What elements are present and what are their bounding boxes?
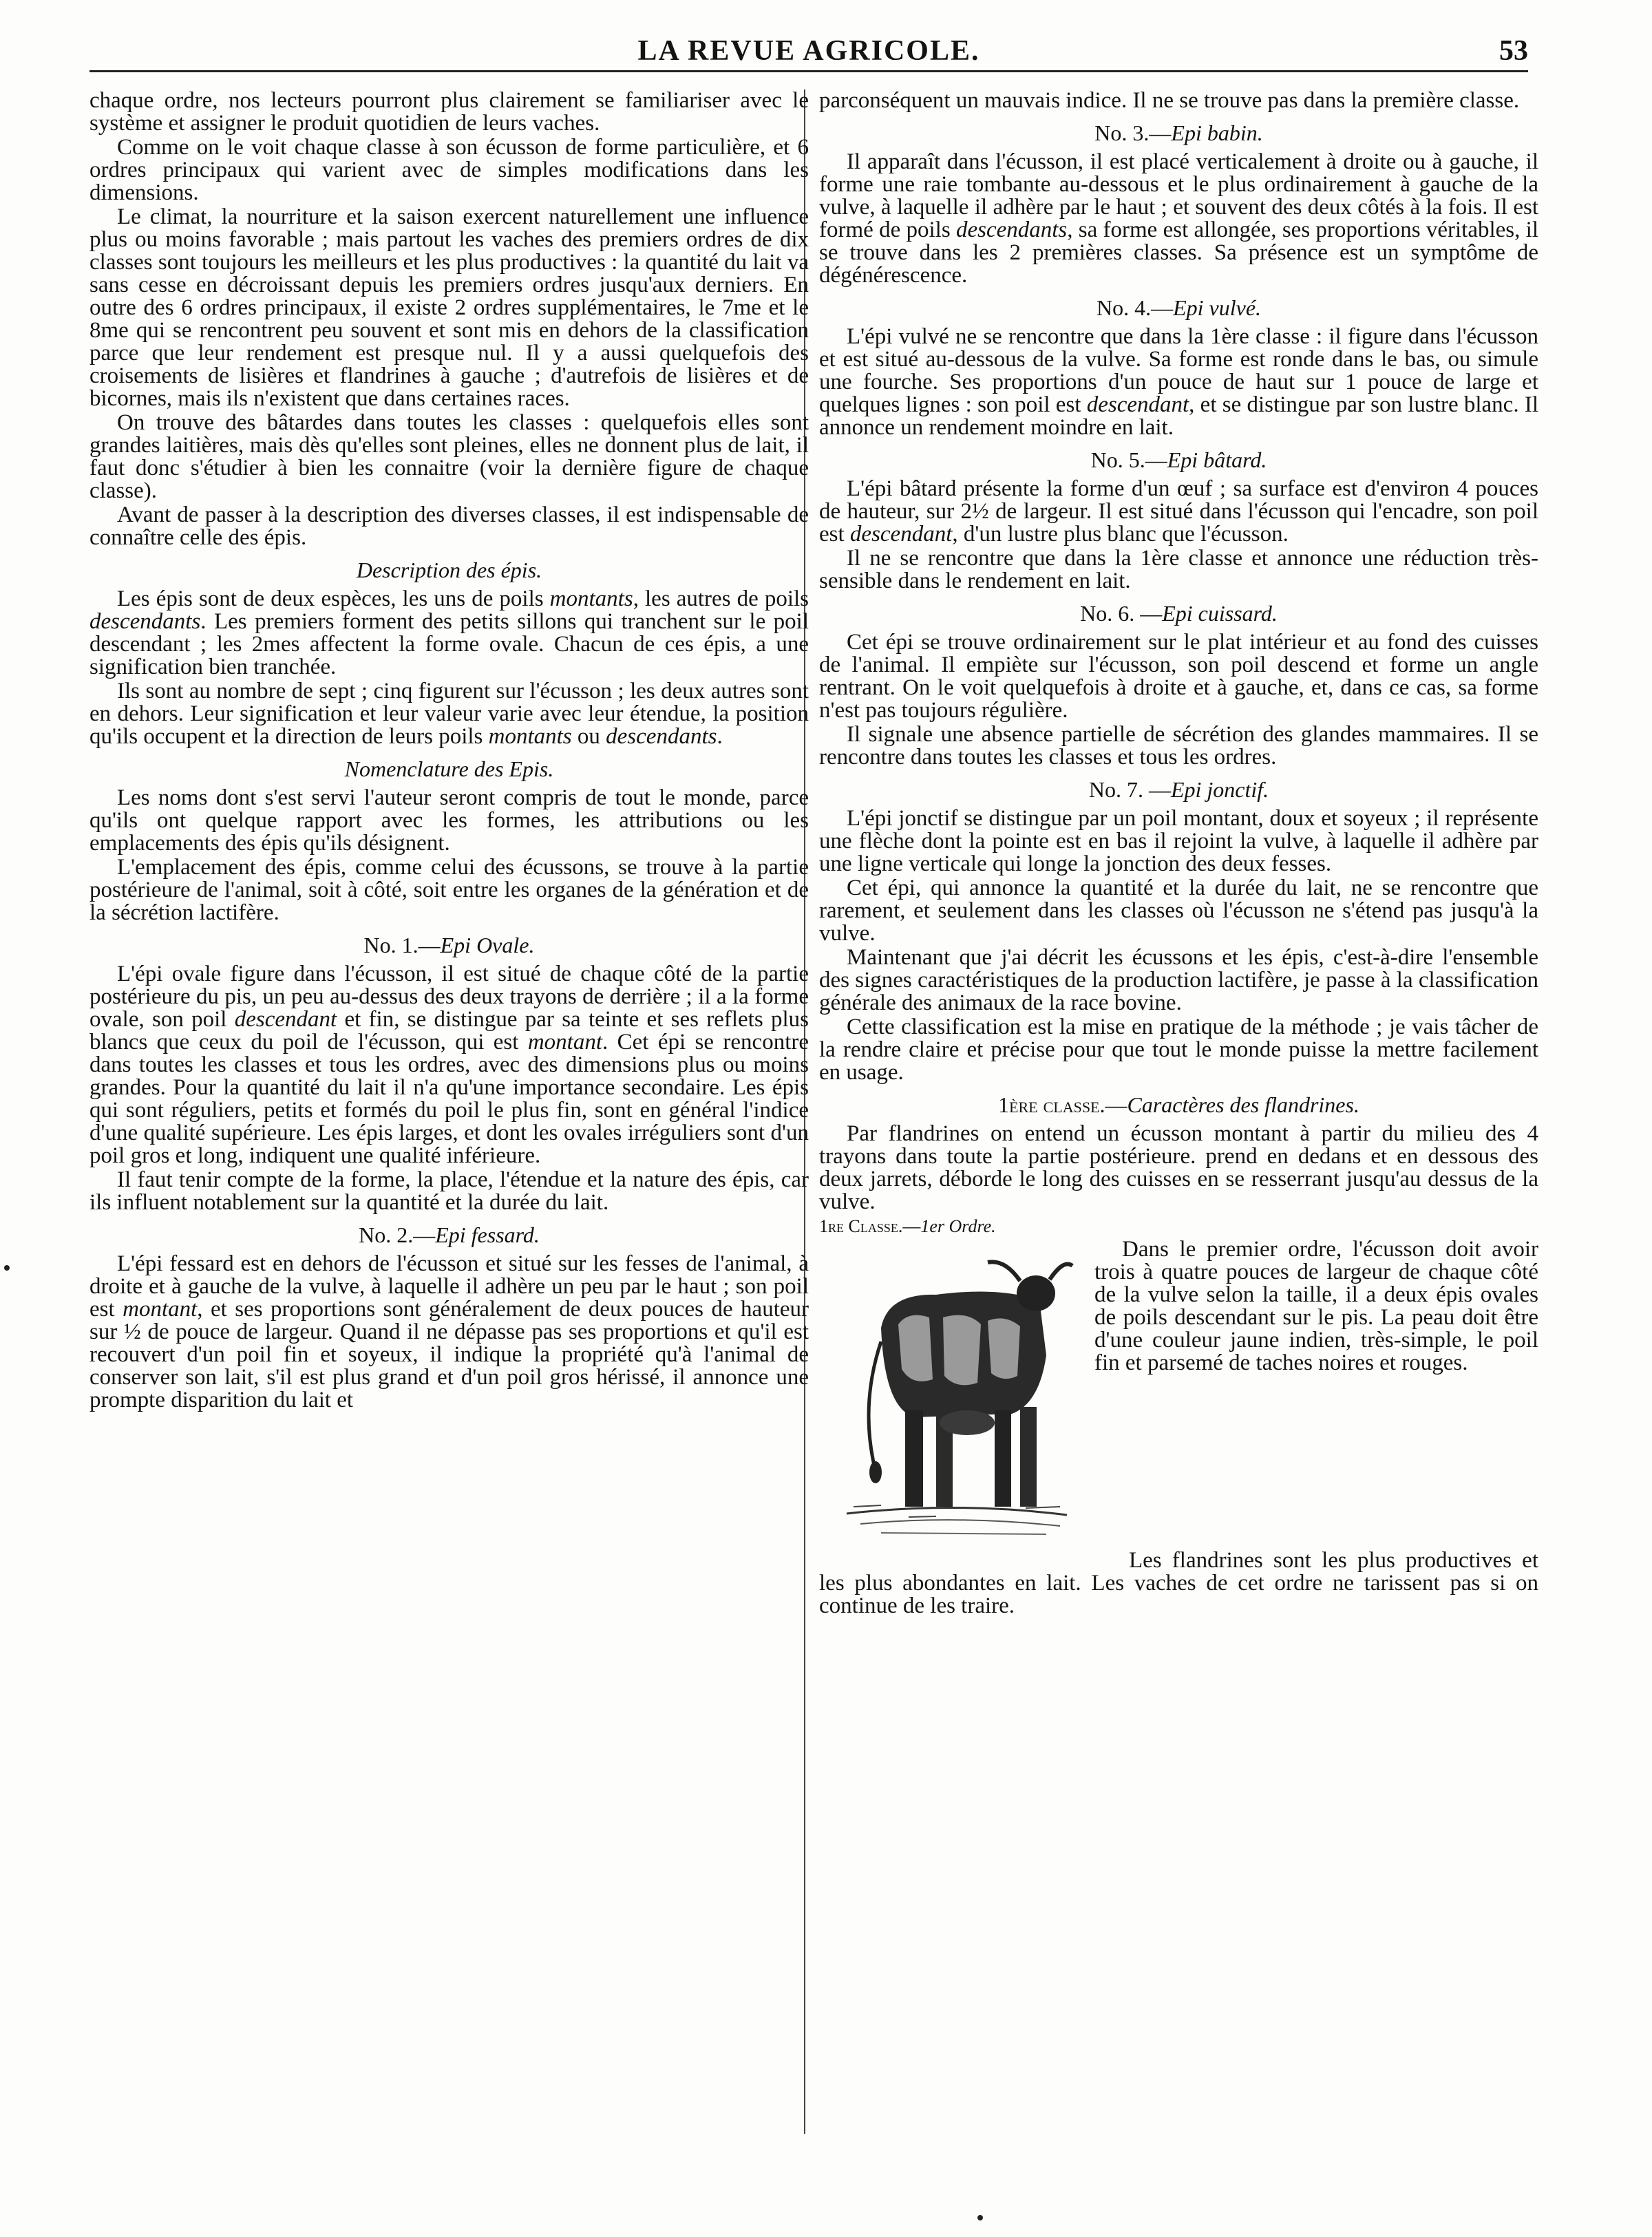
- section-heading: No. 2.—Epi fessard.: [359, 1222, 540, 1247]
- section-heading: 1ère classe.—Caractères des flandrines.: [998, 1092, 1359, 1117]
- paragraph: Ils sont au nombre de sept ; cinq figurent sur l'écusson ; les deux autres sont en dehors. Leur signification et leur valeur varie avec leur étendue, la position qu'ils occupent et la direction de leurs poils montants ou descendants.: [89, 679, 809, 749]
- margin-mark: [977, 2215, 983, 2220]
- paragraph: Dans le premier ordre, l'écusson doit avoir trois à quatre pouces de largeur de chaque côté de la vulve selon la taille, il a deux épis ovales de poils descendant sur le pis. La peau doit être d'une couleur jaune indien, très-simple, le poil fin et parsemé de taches noires et rouges.: [1094, 1237, 1538, 1375]
- paragraph: L'emplacement des épis, comme celui des écussons, se trouve à la partie postérieure de l'animal, soit à côté, soit entre les organes de la génération et de la sécrétion lactifère.: [89, 855, 809, 925]
- paragraph: L'épi ovale figure dans l'écusson, il est situé de chaque côté de la partie postérieure du pis, un peu au-dessus des deux trayons de derrière ; il a la forme ovale, son poil descendant et fin, se distingue par sa teinte et ses reflets plus blancs que ceux du poil de l'écusson, qui est montant. Cet épi se rencontre dans toutes les classes et tous les ordres, avec des dimensions plus ou moins grandes. Pour la quantité du lait il n'a qu'une importance secondaire. Les épis qui sont réguliers, petits et formés du poil le plus fin, sont en général l'indice d'une qualité supérieure. Les épis larges, et dont les ovales irréguliers sont d'un poil gros et long, indiquent une qualité inférieure.: [89, 962, 809, 1168]
- right-column: [819, 88, 1539, 1618]
- paragraph: Il signale une absence partielle de sécrétion des glandes mammaires. Il se rencontre dans toutes les classes et tous les ordres.: [819, 722, 1538, 770]
- margin-mark: [4, 1265, 10, 1271]
- cow-illustration: [840, 1245, 1074, 1541]
- paragraph: Les épis sont de deux espèces, les uns de poils montants, les autres de poils descendants. Les premiers forment des petits sillons qui tranchent sur le poil descendant ; les 2mes affectent la forme ovale. Chacun de ces épis, a une signification bien tranchée.: [89, 586, 809, 679]
- paragraph: On trouve des bâtardes dans toutes les classes : quelquefois elles sont grandes laitières, mais dès qu'elles sont pleines, elles ne donnent plus de lait, il faut donc s'étudier à bien les connaitre (voir la dernière figure de chaque classe).: [89, 410, 809, 503]
- paragraph: L'épi bâtard présente la forme d'un œuf ; sa surface est d'environ 4 pouces de hauteur, sur 2½ de largeur. Il est situé dans l'écusson qui l'encadre, son poil est descendant, d'un lustre plus blanc que l'écusson.: [819, 476, 1538, 547]
- section-heading: No. 6. —Epi cuissard.: [1080, 601, 1278, 626]
- section-heading: Description des épis.: [356, 558, 542, 582]
- paragraph: Cet épi, qui annonce la quantité et la durée du lait, ne se rencontre que rarement, et seulement dans les classes où l'écusson ne s'étend pas jusqu'à la vulve.: [819, 876, 1538, 946]
- journal-title: LA REVUE AGRICOLE.: [637, 35, 980, 67]
- page-number: 53: [1499, 35, 1528, 67]
- figure-side-text: [1094, 1238, 1538, 1376]
- section-heading: No. 4.—Epi vulvé.: [1096, 295, 1262, 320]
- paragraph: parconséquent un mauvais indice. Il ne se trouve pas dans la première classe.: [819, 88, 1520, 113]
- after-figure-text: [819, 1549, 1538, 1619]
- paragraph: Il apparaît dans l'écusson, il est placé verticalement à droite ou à gauche, il forme une raie tombante au-dessous et le plus ordinairement à gauche de la vulve, à laquelle il adhère par le haut ; et souvent des deux côtés à la fois. Il est formé de poils descendants, sa forme est allongée, ses proportions véritables, il se trouve dans les 2 premières classes. Sa présence est un symptôme de dégénérescence.: [819, 149, 1539, 288]
- paragraph: Par flandrines on entend un écusson montant à partir du milieu des 4 trayons dans toute la partie postérieure. prend en dedans et en dessous des deux jarrets, déborde le long des cuisses en se resserrant jusqu'au dessus de la vulve.: [819, 1121, 1538, 1214]
- section-heading: Nomenclature des Epis.: [344, 756, 554, 781]
- paragraph: Les noms dont s'est servi l'auteur seront compris de tout le monde, parce qu'ils ont quelque rapport avec les formes, les attributions ou les emplacements des épis qu'ils désignent.: [89, 785, 809, 856]
- paragraph: Les flandrines sont les plus productives et les plus abondantes en lait. Les vaches de cet ordre ne tarissent pas si on continue de les traire.: [819, 1548, 1538, 1618]
- section-heading: No. 1.—Epi Ovale.: [363, 933, 535, 957]
- paragraph: Avant de passer à la description des diverses classes, il est indispensable de connaître celle des épis.: [89, 502, 809, 550]
- paragraph: Comme on le voit chaque classe à son écusson de forme particulière, et 6 ordres principaux qui varient avec de simples modifications dans les dimensions.: [89, 135, 809, 205]
- left-column: [89, 89, 809, 1413]
- figure-caption: 1re Classe.—1er Ordre.: [819, 1216, 996, 1236]
- section-heading: No. 7. —Epi jonctif.: [1088, 777, 1269, 802]
- paragraph: Il faut tenir compte de la forme, la place, l'étendue et la nature des épis, car ils influent notablement sur la quantité et la durée du lait.: [89, 1167, 809, 1215]
- section-heading: No. 3.—Epi babin.: [1094, 120, 1263, 145]
- paragraph: chaque ordre, nos lecteurs pourront plus clairement se familiariser avec le système et assigner le produit quotidien de leurs vaches.: [89, 88, 809, 136]
- paragraph: L'épi fessard est en dehors de l'écusson et situé sur les fesses de l'animal, à droite et à gauche de la vulve, à laquelle il adhère un peu par le haut ; son poil est montant, et ses proportions sont généralement de deux pouces de hauteur sur ½ de pouce de largeur. Quand il ne dépasse pas ses proportions et qu'il est recouvert d'un poil fin et soyeux, il indique la propriété qu'à l'animal de conserver son lait, s'il est plus grand et d'un poil gros hérissé, il annonce une prompte disparition du lait et: [89, 1251, 809, 1412]
- paragraph: L'épi vulvé ne se rencontre que dans la 1ère classe : il figure dans l'écusson et est situé au-dessous de la vulve. Sa forme est ronde dans le bas, ou simule une fourche. Ses proportions d'un pouce de haut sur 1 pouce de large et quelques lignes : son poil est descendant, et se distingue par son lustre blanc. Il annonce un rendement moindre en lait.: [819, 324, 1538, 440]
- paragraph: Maintenant que j'ai décrit les écussons et les épis, c'est-à-dire l'ensemble des signes caractéristiques de la production lactifère, je passe à la classification générale des animaux de la race bovine.: [819, 945, 1538, 1015]
- paragraph: Cette classification est la mise en pratique de la méthode ; je vais tâcher de la rendre claire et précise pour que tout le monde puisse la mettre facilement en usage.: [819, 1015, 1538, 1085]
- paragraph: Cet épi se trouve ordinairement sur le plat intérieur et au fond des cuisses de l'animal. Il empiète sur l'écusson, son poil descend et forme un angle rentrant. On le voit quelquefois à droite et à gauche, et, dans ce cas, sa forme n'est pas toujours régulière.: [819, 630, 1538, 723]
- paragraph: Il ne se rencontre que dans la 1ère classe et annonce une réduction très-sensible dans le rendement en lait.: [819, 546, 1538, 593]
- paragraph: L'épi jonctif se distingue par un poil montant, doux et soyeux ; il représente une flèche dont la pointe est en bas il rejoint la vulve, à laquelle il adhère par une ligne verticale qui longe la jonction des deux fesses.: [819, 806, 1538, 876]
- paragraph: Le climat, la nourriture et la saison exercent naturellement une influence plus ou moins favorable ; mais partout les vaches des premiers ordres de dix classes sont toujours les meilleurs et les plus productives : la quantité du lait va sans cesse en décroissant depuis les premiers ordres jusqu'aux derniers. En outre des 6 ordres principaux, il existe 2 ordres supplémentaires, le 7me et le 8me qui se rencontrent peu souvent et sont mis en dehors de la classification parce que leur rendement est presque nul. Il y a aussi quelquefois des croisements de lisières et flandrines à gauche ; d'autrefois de lisières et de bicornes, mais ils n'existent que dans certaines races.: [89, 204, 809, 411]
- running-head: [89, 29, 1528, 72]
- section-heading: No. 5.—Epi bâtard.: [1090, 447, 1267, 472]
- figure-block: [819, 1237, 1538, 1618]
